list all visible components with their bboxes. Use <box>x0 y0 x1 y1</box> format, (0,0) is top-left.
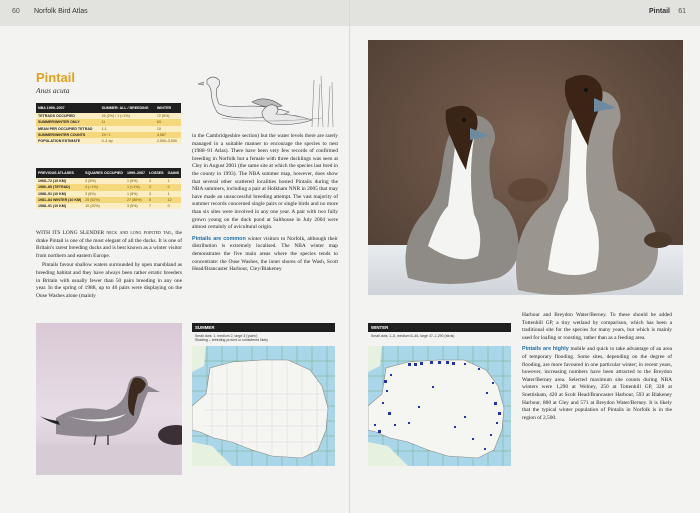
paragraph-mobility <box>522 346 672 422</box>
table-cell: 4,587 <box>155 132 181 138</box>
mobility-text: mobile and quick to take advantage of an area of temporary flooding. Some sites, depending on the degree of flooding, are more favoured in one particular winter; in recent years, however, increasing numbers have been attracted to the Breydon Water/Berney area. Selected maximum site counts during NBA winters were 1,290 at Welney, 250 at Tottenhill GP, 328 at Snettisham, 420 at Scolt Head/Brancaster Harbour, 593 at Blakeney Harbour, 800 at Cley and 571 at Breydon Water/Berney. It is likely that the typical winter population of Pintails in Norfolk is in the region of 2,500. <box>522 346 672 421</box>
two-pintails-photo <box>368 40 683 295</box>
paragraph-intro <box>36 230 182 260</box>
running-head-left <box>0 0 350 26</box>
table-cell: 10 (20%) <box>83 203 125 209</box>
nba-header-2: SUMMER: ALL / BREEDING <box>100 103 155 113</box>
duck-sketch-illustration <box>192 72 340 130</box>
winter-map-caption <box>368 332 511 346</box>
table-cell: 2,000–3,000 <box>155 138 181 144</box>
table-cell: 1 <box>166 178 181 184</box>
prev-header-2: SQUARES OCCUPIED <box>83 168 125 178</box>
table-cell: POPULATION ESTIMATE <box>36 138 100 144</box>
table-cell: 0–1 bp <box>100 138 155 144</box>
prev-header-5: GAINS <box>166 168 181 178</box>
winter-lead: Pintails are common <box>192 235 246 242</box>
running-title-left: Norfolk Bird Atlas <box>34 8 88 15</box>
paragraph-sites: Harbour and Breydon Water/Berney. To these should be added Tottenhill GP, a tiny wetland by comparison, which has been a traditional site for the species for many years, but which is mainly used for loafing or roosting, rather than as a feeding area. <box>522 312 672 341</box>
running-title-right: Pintail <box>648 8 670 15</box>
previous-atlases-table <box>36 168 181 209</box>
table-cell: 1 (5%) <box>125 191 147 197</box>
pintail-on-ice-photo <box>36 323 182 475</box>
table-cell: SUMMER/WINTER COUNTS <box>36 132 100 138</box>
table-cell: 1988–91 (10 KM) <box>36 191 83 197</box>
running-head-right <box>350 0 700 26</box>
table-cell: 1980–85 (TETRAD) <box>36 184 83 190</box>
table-cell: 1988–91 (10 KM) <box>36 203 83 209</box>
winter-map-panel <box>368 323 511 466</box>
table-cell: 3 (5%) <box>125 203 147 209</box>
mobility-lead: Pintails are highly <box>522 346 569 353</box>
text-column-right <box>522 312 672 424</box>
table-cell: 7 <box>147 203 166 209</box>
table-cell: 3 (5%) <box>83 178 125 184</box>
table-cell: 72 (5%) <box>155 113 181 119</box>
nba-statistics-table <box>36 103 181 144</box>
paragraph-habitat: Pintails favour shallow waters surrounded by open marshland as breeding habitat and they have always been rather erratic breeders in Britain with usually fewer than 50 pairs breeding in any one year. In the spring of 1988, up to 46 pairs were displaying on the Ouse Washes alone (mainly <box>36 262 182 299</box>
intro-lead: WITH ITS LONG SLENDER neck and long pointed tail, <box>36 230 174 236</box>
nba-header-3: WINTER <box>155 103 181 113</box>
prev-header-1: PREVIOUS ATLASES <box>36 168 83 178</box>
table-cell: 12 <box>166 197 181 203</box>
table-cell: 3 (6%) <box>83 191 125 197</box>
winter-text: winter visitors to Norfolk, although their distribution is extremely localised. The NBA winter map demonstrates the five main areas where the species tends to concentrate: the Ouse Washes, the inner shores of the Wash, Scott Head/Brancaster Harbour, Cley/Blakeney <box>192 235 338 273</box>
table-cell: 10 <box>155 126 181 132</box>
page-number-left: 60 <box>12 8 20 15</box>
table-cell: 63 <box>155 119 181 125</box>
table-row <box>36 138 181 144</box>
summer-map-panel <box>192 323 335 466</box>
table-cell: 29 / 1 <box>100 132 155 138</box>
table-cell: 1 (5%) <box>125 178 147 184</box>
winter-caption-line-1: Small dots: 1–5, medium 6–46, large 47–1,290 (birds) <box>371 334 455 338</box>
paragraph-winter-intro <box>192 236 338 274</box>
paragraph-breeding: in the Cambridgeshire section) but the water levels there are rarely managed in a suitable manner to encourage the species to nest (1988–91 Atlas). There have been very few records of confirmed breeding in Norfolk but a female with three ducklings was seen at Cley in August 2001 (the same site at which the species last bred in the county in 1993). The NBA summer map, however, does show that several other scattered localities hosted Pintails during the NBA summers, including a pair at Holkham NNR in 2005 that may have made an unsuccessful breeding attempt. The vast majority of summer records concerned single pairs or single birds and no more than six sites were involved in any one year. A pair with two fully grown young on the duck pond at Salthouse in July 2004 were almost certainly of avicultural origin. <box>192 133 338 231</box>
table-cell: 5 <box>147 197 166 203</box>
right-page <box>350 0 700 513</box>
table-cell: 3 <box>147 178 166 184</box>
species-name: Pintail <box>36 70 76 85</box>
table-cell: 1 <box>166 191 181 197</box>
table-cell: 3 <box>147 191 166 197</box>
text-column-middle <box>192 133 338 276</box>
winter-distribution-map <box>368 346 511 466</box>
table-cell: 11 <box>100 119 155 125</box>
table-cell: TETRADS OCCUPIED <box>36 113 100 119</box>
table-cell: 1981–84 WINTER (10 KM) <box>36 197 83 203</box>
text-column-left <box>36 230 182 302</box>
table-cell: 25 (52%) <box>83 197 125 203</box>
table-cell: 3 <box>147 184 166 190</box>
table-cell: SUMMER/WINTER ONLY <box>36 119 100 125</box>
summer-distribution-map <box>192 346 335 466</box>
table-cell: 1.1 <box>100 126 155 132</box>
prev-header-3: 1999–2007 <box>125 168 147 178</box>
table-cell: 27 (56%) <box>125 197 147 203</box>
nba-header-1: NBA 1999–2007 <box>36 103 100 113</box>
table-cell: 1 (<1%) <box>125 184 147 190</box>
table-cell: 0 <box>166 184 181 190</box>
table-cell: MEAN PER OCCUPIED TETRAD <box>36 126 100 132</box>
species-latin-name: Anas acuta <box>36 86 70 95</box>
winter-map-title: WINTER <box>368 323 511 332</box>
summer-map-caption <box>192 332 335 346</box>
page-number-right: 61 <box>678 8 686 15</box>
summer-caption-line-1: Small dots: 1, medium 2, large 3 ('pairs') <box>195 334 258 338</box>
prev-header-4: LOSSES <box>147 168 166 178</box>
table-row <box>36 203 181 209</box>
summer-caption-line-2: Shading – breeding proved or considered likely <box>195 338 268 343</box>
intro-text: the drake Pintail is one of the most elegant of all the ducks. It is one of Britain's rarest breeding ducks and is best known as a winter visitor from northern and eastern Europe. <box>36 230 182 259</box>
table-cell: 25 (2%) / 1 (<1%) <box>100 113 155 119</box>
summer-map-title: SUMMER <box>192 323 335 332</box>
table-cell: 4 (<1%) <box>83 184 125 190</box>
table-cell: 1968–72 (10 KM) <box>36 178 83 184</box>
table-cell: 0 <box>166 203 181 209</box>
